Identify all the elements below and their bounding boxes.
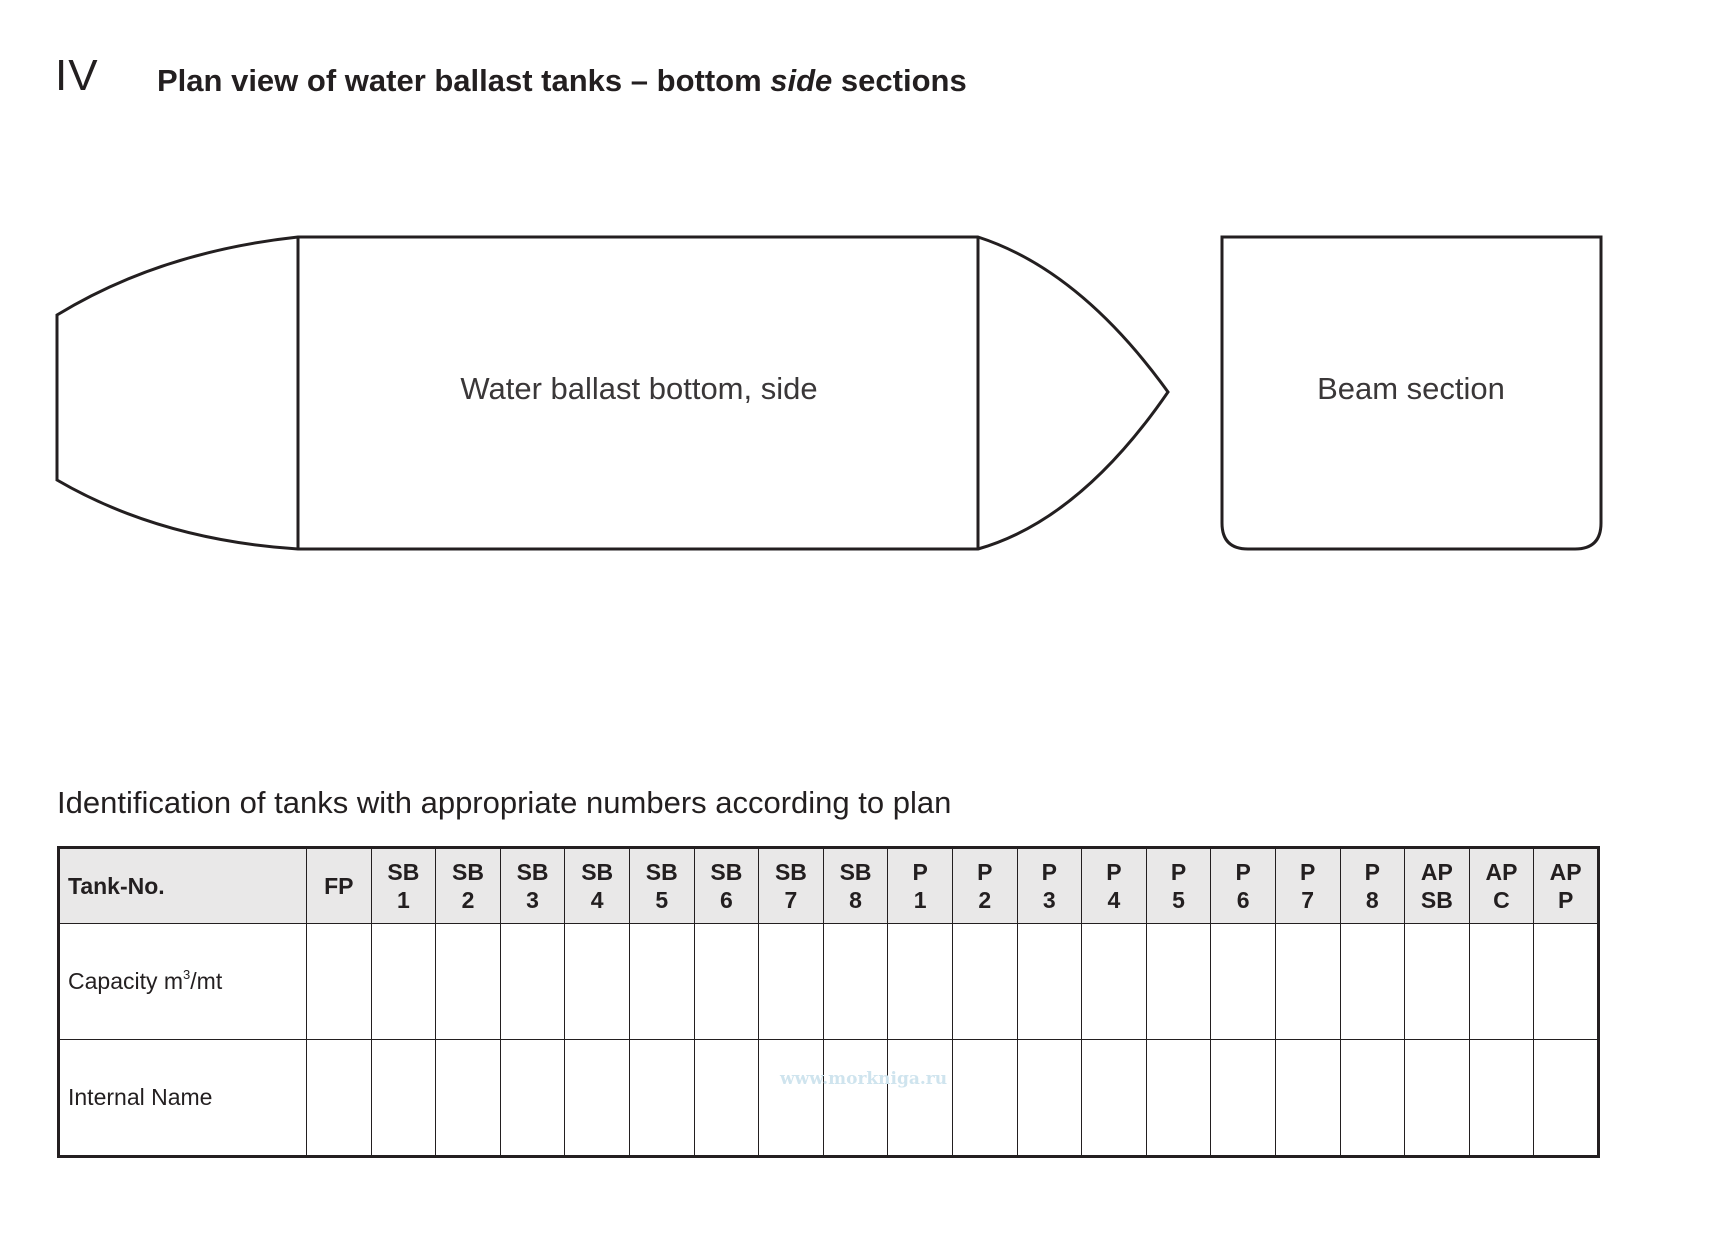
tank-column-header-line2: 6 — [719, 887, 733, 913]
tank-column-header-line1: AP — [1549, 859, 1582, 885]
table-cell-input[interactable] — [823, 1040, 888, 1157]
table-cell-input[interactable] — [436, 1040, 501, 1157]
table-cell-input[interactable] — [1146, 924, 1211, 1040]
table-cell-input[interactable] — [307, 924, 372, 1040]
table-cell-input[interactable] — [629, 924, 694, 1040]
table-cell-input[interactable] — [565, 924, 630, 1040]
tank-column-header-line2: 2 — [978, 887, 992, 913]
row-label-text: Internal Name — [68, 1084, 213, 1110]
row-label-superscript: 3 — [183, 967, 191, 982]
tank-column-header-line1: P — [912, 859, 928, 885]
tank-column-header — [565, 848, 630, 924]
table-header-row — [59, 848, 1599, 924]
title-italic: side — [770, 63, 833, 98]
tank-column-header — [1469, 848, 1534, 924]
tank-column-header-line2: 3 — [1042, 887, 1056, 913]
tank-no-header: Tank-No. — [59, 848, 307, 924]
table-cell-input[interactable] — [1082, 924, 1147, 1040]
tank-column-header-line2: 5 — [655, 887, 669, 913]
title-part1: Plan view of water ballast tanks – bottom — [157, 63, 771, 98]
watermark: www.morkniga.ru — [780, 1069, 948, 1089]
tank-column-header — [823, 848, 888, 924]
table-cell-input[interactable] — [888, 1040, 953, 1157]
table-cell-input[interactable] — [629, 1040, 694, 1157]
row-label — [59, 924, 307, 1040]
hull-label: Water ballast bottom, side — [460, 371, 818, 406]
table-row — [59, 1040, 1599, 1157]
tank-column-header-line1: SB — [452, 859, 484, 885]
tank-column-header — [1340, 848, 1405, 924]
table-cell-input[interactable] — [500, 924, 565, 1040]
tank-column-header — [1211, 848, 1276, 924]
table-cell-input[interactable] — [759, 1040, 824, 1157]
table-caption: Identification of tanks with appropriate numbers according to plan — [57, 785, 952, 820]
table-cell-input[interactable] — [1469, 1040, 1534, 1157]
tank-column-header-line1: P — [1300, 859, 1316, 885]
table-row — [59, 924, 1599, 1040]
table-cell-input[interactable] — [1275, 924, 1340, 1040]
table-cell-input[interactable] — [371, 924, 436, 1040]
tank-column-header-line2: 7 — [1301, 887, 1315, 913]
tank-column-header-line1: SB — [839, 859, 872, 885]
tank-column-header-line1: P — [977, 859, 993, 885]
title-part2: sections — [832, 63, 967, 98]
row-label-suffix: /mt — [190, 968, 223, 994]
tank-column-header-line2: 5 — [1172, 887, 1185, 913]
table-cell-input[interactable] — [952, 1040, 1017, 1157]
row-label-text: Capacity m — [68, 968, 184, 994]
tank-column-header-line1: SB — [516, 859, 549, 885]
tank-column-header-line2: SB — [1420, 887, 1453, 913]
tank-column-header-line2: 1 — [913, 887, 927, 913]
tank-column-header — [436, 848, 501, 924]
tank-column-header — [1275, 848, 1340, 924]
tank-column-header-line2: 2 — [461, 887, 475, 913]
table-cell-input[interactable] — [436, 924, 501, 1040]
table-cell-input[interactable] — [1146, 1040, 1211, 1157]
table-cell-input[interactable] — [1469, 924, 1534, 1040]
table-cell-input[interactable] — [694, 1040, 759, 1157]
tank-column-header — [371, 848, 436, 924]
tank-column-header-line1: P — [1235, 859, 1251, 885]
tank-column-header-line2: 3 — [526, 887, 539, 913]
tank-column-header — [1017, 848, 1082, 924]
tank-column-header — [759, 848, 824, 924]
tank-column-header — [307, 848, 372, 924]
tank-identification-table — [57, 846, 1600, 1158]
tank-column-header-line1: FP — [324, 873, 354, 899]
table-cell-input[interactable] — [1211, 924, 1276, 1040]
tank-column-header-line1: AP — [1420, 859, 1453, 885]
table-cell-input[interactable] — [500, 1040, 565, 1157]
tank-column-header — [1534, 848, 1599, 924]
table-cell-input[interactable] — [1340, 924, 1405, 1040]
tank-column-header-line1: SB — [774, 859, 807, 885]
table-cell-input[interactable] — [1017, 924, 1082, 1040]
section-number: IV — [55, 51, 99, 100]
table-cell-input[interactable] — [1405, 1040, 1470, 1157]
table-cell-input[interactable] — [759, 924, 824, 1040]
tank-column-header-line1: SB — [645, 859, 678, 885]
tank-column-header-line2: 8 — [849, 887, 862, 913]
table-cell-input[interactable] — [823, 924, 888, 1040]
table-cell-input[interactable] — [1534, 1040, 1599, 1157]
tank-column-header — [1082, 848, 1147, 924]
row-label — [59, 1040, 307, 1157]
table-cell-input[interactable] — [565, 1040, 630, 1157]
beam-section-label: Beam section — [1317, 371, 1505, 406]
tank-column-header — [1146, 848, 1211, 924]
tank-column-header-line2: 8 — [1365, 887, 1379, 913]
table-cell-input[interactable] — [1534, 924, 1599, 1040]
tank-column-header-line1: SB — [387, 859, 420, 885]
tank-column-header-line1: SB — [581, 859, 614, 885]
table-cell-input[interactable] — [694, 924, 759, 1040]
tank-column-header-line1: P — [1041, 859, 1057, 885]
tank-column-header-line1: P — [1170, 859, 1187, 885]
table-cell-input[interactable] — [307, 1040, 372, 1157]
tank-column-header-line1: P — [1364, 859, 1380, 885]
tank-column-header-line2: C — [1493, 887, 1510, 913]
table-cell-input[interactable] — [1211, 1040, 1276, 1157]
table-cell-input[interactable] — [371, 1040, 436, 1157]
tank-column-header — [952, 848, 1017, 924]
table-cell-input[interactable] — [888, 924, 953, 1040]
tank-column-header-line1: SB — [710, 859, 743, 885]
table-cell-input[interactable] — [1275, 1040, 1340, 1157]
tank-column-header-line2: 7 — [784, 887, 798, 913]
table-cell-input[interactable] — [1405, 924, 1470, 1040]
tank-column-header — [888, 848, 953, 924]
tank-column-header-line2: 6 — [1236, 887, 1250, 913]
tank-column-header — [694, 848, 759, 924]
tank-column-header — [1405, 848, 1470, 924]
table-cell-input[interactable] — [1017, 1040, 1082, 1157]
tank-column-header-line2: 4 — [590, 887, 604, 913]
tank-column-header-line2: 4 — [1107, 887, 1121, 913]
tank-column-header-line2: P — [1557, 887, 1574, 913]
tank-column-header — [500, 848, 565, 924]
tank-column-header-line1: AP — [1485, 859, 1518, 885]
tank-column-header — [629, 848, 694, 924]
table-cell-input[interactable] — [1340, 1040, 1405, 1157]
table-cell-input[interactable] — [952, 924, 1017, 1040]
tank-column-header-line1: P — [1106, 859, 1122, 885]
tank-column-header-line2: 1 — [396, 887, 410, 913]
table-cell-input[interactable] — [1082, 1040, 1147, 1157]
